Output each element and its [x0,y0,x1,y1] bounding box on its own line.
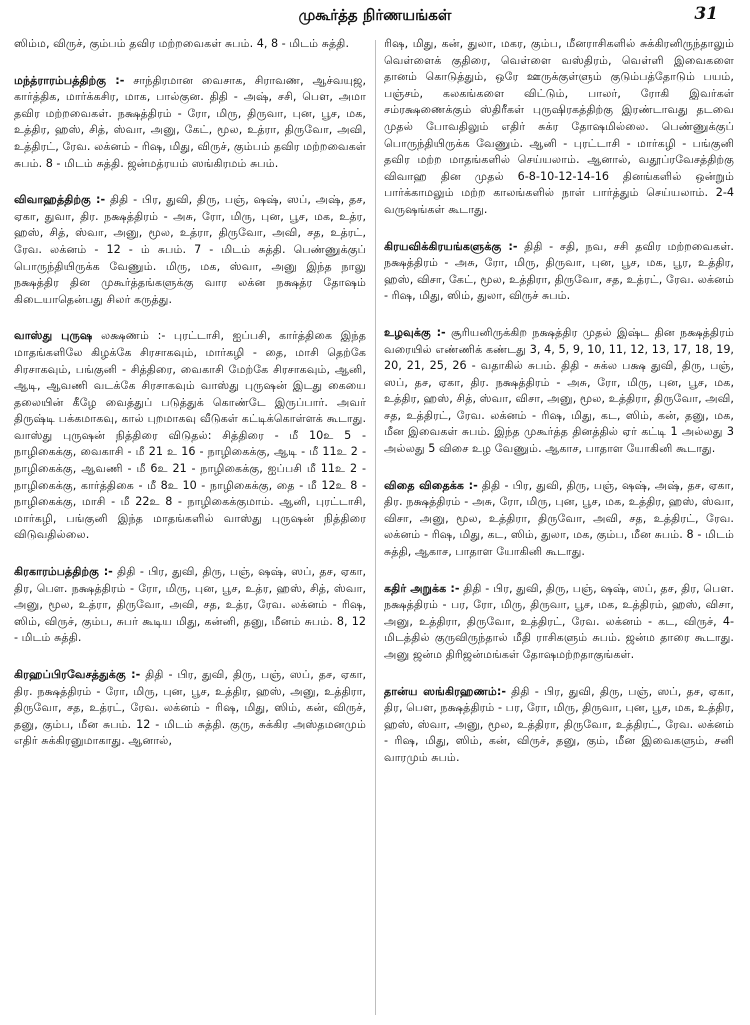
section-heading: விவாஹத்திற்கு :- [14,193,106,207]
paragraph-text: திதி - பிர, துவி, திரு, பஞ், ஷஷ், ஸப், தச, திர, பௌ. நக்ஷத்திரம் - பர, ரோ, மிரு, திருவா, பூச, மக, உத்திரம், ஹஸ், விசா, அனு, உத்திரா, திருவோ, உத்திரட், ரேவ. லக்னம் - கட, விருச், 4-மிடத்தில் குருவிருந்தால் மீதி ராசிகளும் சுபம். ஜன்ம தாரை கூடாது. அனு ஜன்ம திரிஜன்மங்கள் தோஷமற்றதாகுங்கள். [384,581,734,661]
section-heading: உழவுக்கு :- [384,325,446,339]
paragraph-text: திதி - பிர, துவி, திரு, பஞ், ஸப், தச, ஏகா, திர. நக்ஷத்திரம் - ரோ, மிரு, புன, பூச, உத்திர, ஹஸ், அனு, உத்திரா, திருவோ, சத, உத்ரட், ரேவ. லக்னம் - ரிஷ, மிது, ஸிம், கன், விருச், தனு, கும்ப, மீன சுபம். 12 - மிடம் சுத்தி. குரு, சுக்கிர அஸ்தமனமும் எதிர் சுக்கிரனுமாகாது. ஆனால், [14,668,366,748]
paragraph [384,581,734,664]
paragraph-text: திதி - சதி, நவ, சசி தவிர மற்றவைகள். நக்ஷத்திரம் - அசு, ரோ, மிரு, திருவா, புன, பூச, மக, பூர, உத்திர, ஹஸ், விசா, கேட், மூல, உத்திரா, திருவோ, சத, உத்ரட், ரேவ. லக்னம் - ரிஷ, மிது, ஸிம், துலா, விருச் சுபம். [384,239,734,303]
section-heading: கிரகாரம்பத்திற்கு :- [14,565,113,579]
paragraph [384,684,734,767]
paragraph-text: ஸிம்ம, விருச், கும்பம் தவிர மற்றவைகள் சுபம். 4, 8 - மிடம் சுத்தி. [14,37,350,50]
left-column [14,36,366,1016]
right-column [384,36,734,1016]
page-number: 31 [694,4,718,24]
section-heading: வாஸ்து புருஷ [14,329,93,343]
running-title: முகூர்த்த நிர்ணயங்கள் [298,6,452,24]
paragraph [384,325,734,458]
section-heading: கிரயவிக்கிரயங்களுக்கு :- [384,239,518,253]
paragraph-text: திதி - பிர, துவி, திரு, பஞ், ஷஷ், ஸப், அஷ், தச, ஏகா, துவா, திர. நக்ஷத்திரம் - அசு, ரோ, மிரு, புன, பூச, மக, உத்ர, ஹஸ், சித், ஸ்வா, அனு, மூல, உத்ரா, திருவோ, அவி, சத, உத்ரட், ரேவ. லக்னம் - 12 - ம் சுபம். 7 - மிடம் சுத்தி. பெண்ணுக்குப் பொருந்தியிருக்க வேணும். மிரு, மக, ஸ்வா, அனு இந்த நாலு நக்ஷத்திர தின முகூர்த்தங்களுக்கு வார லக்ன நக்ஷத்ர தோஷம் கிடையாதென்பது சிலர் கருத்து. [14,193,366,306]
column-divider [375,40,376,1015]
section-heading: கிரஹப்பிரவேசத்துக்கு :- [14,668,141,681]
paragraph-text: லக்ஷணம் :- புரட்டாசி, ஐப்பசி, கார்த்திகை இந்த மாதங்களிலே கிழக்கே சிரசாகவும், மார்கழி - தை, மாசி தெற்கே சிரசாகவும், பங்குனி - சித்திரை, வைகாசி மேற்கே சிரசாகவும், ஆனி, ஆடி, ஆவணி வடக்கே சிரசாகவும் வாஸ்து புருஷன் இடது கையை தலையின் கீழே வைத்துப் படுத்துக் கொண்டே இருப்பார். அவர் திருஷ்டி பக்கமாகவு, கால் புறமாகவு வீடுகள் கட்டிக்கொள்ளக் கூடாது. வாஸ்து புருஷன் நித்திரை விடுதல்: சித்திரை - மீ 10உ 5 - நாழிகைக்கு, வைகாசி - மீ 21 உ 16 - நாழிகைக்கு, ஆடி - மீ 11உ 2 - நாழிகைக்கு, ஆவணி - மீ 6உ 21 - நாழிகைக்கு, ஐப்பசி மீ 11உ 2 - நாழிகைக்கு, கார்த்திகை - மீ 8உ 10 - நாழிகைக்கு, தை - மீ 12உ 8 - நாழிகைக்கு, மாசி - மீ 22உ 8 - நாழிகைக்குமாம். ஆனி, புரட்டாசி, மார்கழி, பங்குனி இந்த மாதங்களில் வாஸ்து புருஷன் நித்திரை விடுவதில்லை. [14,329,366,542]
paragraph-text: திதி - பிர, துவி, திரு, பஞ், ஸப், தச, ஏகா, திர, பௌ, நக்ஷத்திரம் - பர, ரோ, மிரு, திருவா, புன, பூச, மக, உத்திர, ஹஸ், ஸ்வா, அனு, மூல, உத்திரா, திருவோ, உத்திரட், ரேவ. லக்னம் - ரிஷ, மிது, ஸிம், கன், விருச், தனு, கும், மீன இவைகளும், சனி வாரமும் சுபம். [384,684,734,764]
section-heading: விதை விதைக்க :- [384,478,478,492]
paragraph [384,36,734,219]
paragraph [14,564,366,647]
paragraph [14,192,366,308]
section-heading: மந்த்ராரம்பத்திற்கு :- [14,73,125,87]
paragraph-text: சாந்திரமான வைசாக, சிராவண, ஆச்வயுஜ, கார்த்திக, மார்க்கசிர, மாக, பால்குன. திதி - அஷ், சசி, பௌ, அமா தவிர மற்றவைகள். நக்ஷத்திரம் - ரோ, மிரு, திருவா, புன, பூச, மக, உத்திர, ஹஸ், சித், ஸ்வா, அனு, கேட், மூல, உத்ரா, திருவோ, அவி, உத்திரட், ரேவ. லக்னம் - ரிஷ, மிது, விருச், கும்பம் தவிர மற்றவைகள் சுபம். 8 - மிடம் சுத்தி. ஜன்மத்ரயம் ஸங்கிரமம் சுபம். [14,73,366,170]
paragraph [384,239,734,305]
paragraph-text: ரிஷ, மிது, கன், துலா, மகர, கும்ப, மீனராசிகளில் சுக்கிரனிருந்தாலும் வெள்ளைக் குதிரை, வெள்ளை வஸ்திரம், வெள்ளி இவைகளை தானம் கொடுத்தும், ஒரே ஊருக்குள்ளும் குடும்பத்தோடும் பயம், பஞ்சம், கலகங்களை விட்டும், பாலர், ரோகி இவர்கள் சம்ரக்ஷணைக்கும் ஸ்திரீகள் புருஷிரகத்திற்கு இரண்டாவது தடவை முதல் போவதிலும் எதிர் சுக்ர தோஷமில்லை. பெண்ணுக்குப் பொருந்தியிருக்க வேணும். ஆனி - புரட்டாசி - மார்கழி - பங்குனி தவிர மற்ற மாதங்களில் செய்யலாம். ஆனால், வதூப்ரவேசத்திற்கு விவாஹ தின முதல் 6-8-10-12-14-16 தினங்களில் ஒன்றும் பார்க்காமலும் மற்ற காலங்களில் நாள் பார்த்தும் செய்யலாம். 2-4 வருஷங்கள் கூடாது. [384,37,734,216]
paragraph [14,73,366,173]
paragraph-text: திதி - பிர, துவி, திரு, பஞ், ஷஷ், அஷ், தச, ஏகா, திர. நக்ஷத்திரம் - அசு, ரோ, மிரு, புன, பூச, மக, உத்திர, ஹஸ், ஸ்வா, விசா, அனு, மூல, உத்திரா, திருவோ, அவி, சத, உத்திரட், ரேவ. லக்னம் - ரிஷ, மிது, கட, ஸிம், துலா, மக, கும்ப, மீன சுபம். 8 - மிடம் சுத்தி, ஆகாச, பாதாள யோகினி கூடாது. [384,478,734,559]
paragraph [14,328,366,544]
section-heading: கதிர் அறுக்க :- [384,581,460,595]
paragraph [384,478,734,561]
paragraph [14,667,366,750]
section-heading: தான்ய ஸங்கிரஹணம்:- [384,684,506,698]
paragraph-text: திதி - பிர, துவி, திரு, பஞ், ஷஷ், ஸப், தச, ஏகா, திர, பௌ. நக்ஷத்திரம் - ரோ, மிரு, புன, பூச, உத்ர, ஹஸ், சித், ஸ்வா, அனு, மூல, உத்ரா, திருவோ, அவி, சத, உத்ர, ரேவ. லக்னம் - ரிஷ, ஸிம், விருச், கும்ப, சுபர் கூடிய மிது, கன்னி, தனு, மீனம் சுபம். 8, 12 - மிடம் சுத்தி. [14,565,366,645]
paragraph-text: சூரியனிருக்கிற நக்ஷத்திர முதல் இஷ்ட தின நக்ஷத்திரம் வரையில் எண்ணிக் கண்டது 3, 4, 5, 9, 10, 11, 12, 13, 17, 18, 19, 20, 21, 25, 26 - வதாகில் சுபம். திதி - சுக்ல பக்ஷ துவி, திரு, பஞ், ஸப், தச, ஏகா, திர. நக்ஷத்திரம் - அசு, ரோ, மிரு, புன, பூச, மக, உத்திர, ஹஸ், சித், ஸ்வா, விசா, அனு, மூல, உத்திரா, திருவோ, அவி, சத, உத்திரட், ரேவ. லக்னம் - ரிஷ, மிது, கட, ஸிம், கன், தனு, மக, மீன இவைகள் சுபம். இந்த முகூர்த்த தினத்தில் ஏர் கட்டி 1 அல்லது 3 அல்லது 5 விசை உழ வேணும். ஆகாச, பாதாள யோகினி கூடாது. [384,325,734,456]
paragraph [14,36,366,53]
page-header [0,0,750,34]
